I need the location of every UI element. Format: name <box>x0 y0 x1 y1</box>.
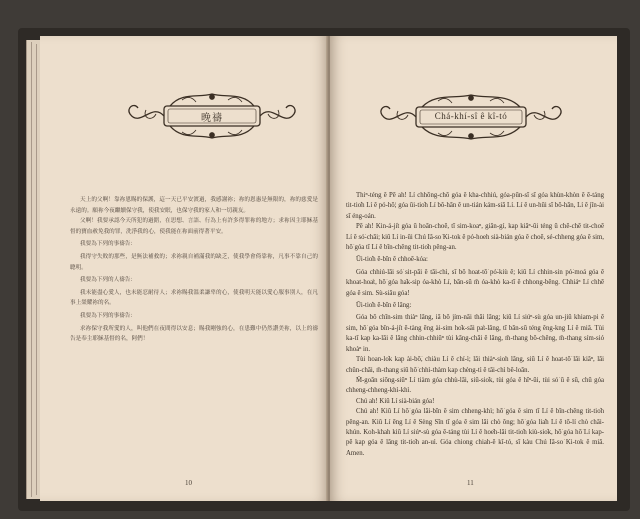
left-paragraph: 我未能盡心愛人，也未能忍耐待人；求祢賜我溫柔謙卑的心，使我明天能以愛心服事別人，在凡事上榮耀祢的名。 <box>70 289 318 307</box>
left-prayer-label: 我要為下列的人禱告： <box>80 277 136 284</box>
left-page <box>40 36 328 501</box>
left-page-title: 晚禱 <box>201 113 223 124</box>
right-page <box>330 36 617 501</box>
right-prayer-label: Ūi-tio̍h ē-bīn ê chhoē-kóa: <box>356 256 428 264</box>
left-page-body <box>70 195 318 345</box>
right-paragraph: Góa bô chīn-sim thiàⁿ lâng, iā bô jím-nāi thāi lâng; kiû Lí siúⁿ-sù góa un-jiû khiam-pi ê sim, hō͘ góa bîn-á-ji̍t ē-tàng ēng ài-sim ho̍k-sāi pa̍t-lâng, tī bān-sū téng êng-kng Lí ê miâ. Tùi ka-tī kap ka-lāi ê lâng chhin-chhiūⁿ tùi kāng-chāi ê lâng, m̄-thang bô-chêng, m̄-thang sím-sió khoàⁿ in. <box>346 314 604 353</box>
left-prayer-label: 我要為下列的事禱告： <box>80 241 136 248</box>
left-paragraph: 我得守失敗的那些，是無法補救的；求祢親自補滿我的缺乏，使我學會倚靠祢，凡事不靠自己的聰明。 <box>70 253 318 271</box>
right-paragraph: Thiⁿ-téng ê Pē ah! Lí chhōng-chō góa ê kha-chhiú, góa-pūn-sī sī góa khùn-khòn ê ē-táng tit-tio̍h Lí ê pó-hō͘; góa ūi-tio̍h Lí bô-hān ê un-tián kám-siā Lí. Lí ê un-hūi sī bô-hān, Lí ê jîn-ài sī éng-oán. <box>346 192 604 220</box>
right-paragraph: M̄-goān siōng-siūⁿ Lí tiàm góa chhù-lāi, siū-sio̍k, tùi góa ê hīⁿ-ūi, tùi só͘ ū ê sū, chū góa chheng-chheng-khì-khì. <box>346 376 604 395</box>
right-page-number: 11 <box>467 479 474 487</box>
left-paragraph: 求祢保守我所愛的人，叫他們在夜間得以安息；賜我剛強的心，在患難中仍然讚美祢，以上的禱告是奉主耶穌基督的名，阿們！ <box>70 325 318 343</box>
right-paragraph: Chú ah! Kiû Lí sià-bián góa! <box>356 397 435 405</box>
right-paragraph: Chú ah! Kiû Lí hō͘ góa lāi-bīn ê sim chheng-khì; hō͘ góa ê sim tī Lí ê bīn-chêng tit-tio̍h pêng-an. Kiû Lí ēng Lí ê Sèng Sîn tī góa ê sim lāi chò ông; hō͘ góa lia̍h Lí ê tō-lí chò chāi-khún. Koh-khah kiû Lí siúⁿ-sù góa ē-táng tùi Lí ê hoe̍h-lâi tit-tio̍h kiù-sio̍k, hō͘ góa hō͘ Lí kap-pē kap góa ê lâng tit-tio̍h an-uì. Góa chiong chiah-ê kî-tó, sī kàu Chú Iâ-so͘ Ki-tok ê miâ. Amen. <box>346 408 604 457</box>
right-page-body <box>346 191 604 459</box>
left-page-number: 10 <box>185 479 192 487</box>
right-prayer-label: Ūi-tio̍h ē-bīn ê lâng: <box>356 302 412 310</box>
left-prayer-label: 我要為下列的事禱告： <box>80 312 136 319</box>
right-paragraph: Pē ah! Kin-á-ji̍t góa ū hoān-choē, tī sim-koaⁿ, giân-gí, kap kiâⁿ-ûi téng ū chē-chē tit-choē Lí ê só͘-chāi; kiû Lí in-ūi Chú Iâ-so͘ Ki-tok ê pó-hoeh sià-bián góa ê choē, sé-chheng góa ê sim, hō͘ góa tī Lí ê bīn-chêng tit-tio̍h pêng-an. <box>346 223 604 252</box>
right-paragraph: Tùi hoan-lo̍k kap ài-bō͘, chiàu Lí ê chí-ì; lâi thiàⁿ-sioh lâng, siū Lí ê hoat-tō͘ lâi kiâⁿ, lâi chûn-chāi, m̄-thang siū hō͘ chhì-thàm kap chèng-tì ê tāi-chì bê-loān. <box>346 356 604 374</box>
left-paragraph: 父啊！我要承認今天所犯的過錯，在思想、言語、行為上有許多得罪祢的地方；求祢因主耶穌基督的寶血赦免我的罪，洗淨我的心，使我能在祢面前得著平安。 <box>70 218 318 235</box>
left-paragraph: 天上的父啊！靠祢恩賜的保護，這一天已平安渡過，我感謝祢；祢的恩惠是無限的，祢的慈愛是永遠的。願祢今夜繼續保守我，使我安眠，也保守我的家人和一切親友。 <box>70 197 318 214</box>
right-paragraph: Góa chhiú-lāi só͘ sit-pāi ê tāi-chì, sī bô hoat-tō͘ pó͘-kiù ê; kiû Lí chhin-sin pó͘-moá góa ê khoat-hoa̍t, hō͘ góa ha̍k-sip óa-khò Lí, bān-sū m̄ óa-khò ka-tī ê chhong-bêng. Chhiáⁿ Lí chhē góa ê sim. Sù-siâu góa! <box>346 268 604 297</box>
right-page-title: Chá-khí-sî ê kî-tó <box>434 111 508 121</box>
